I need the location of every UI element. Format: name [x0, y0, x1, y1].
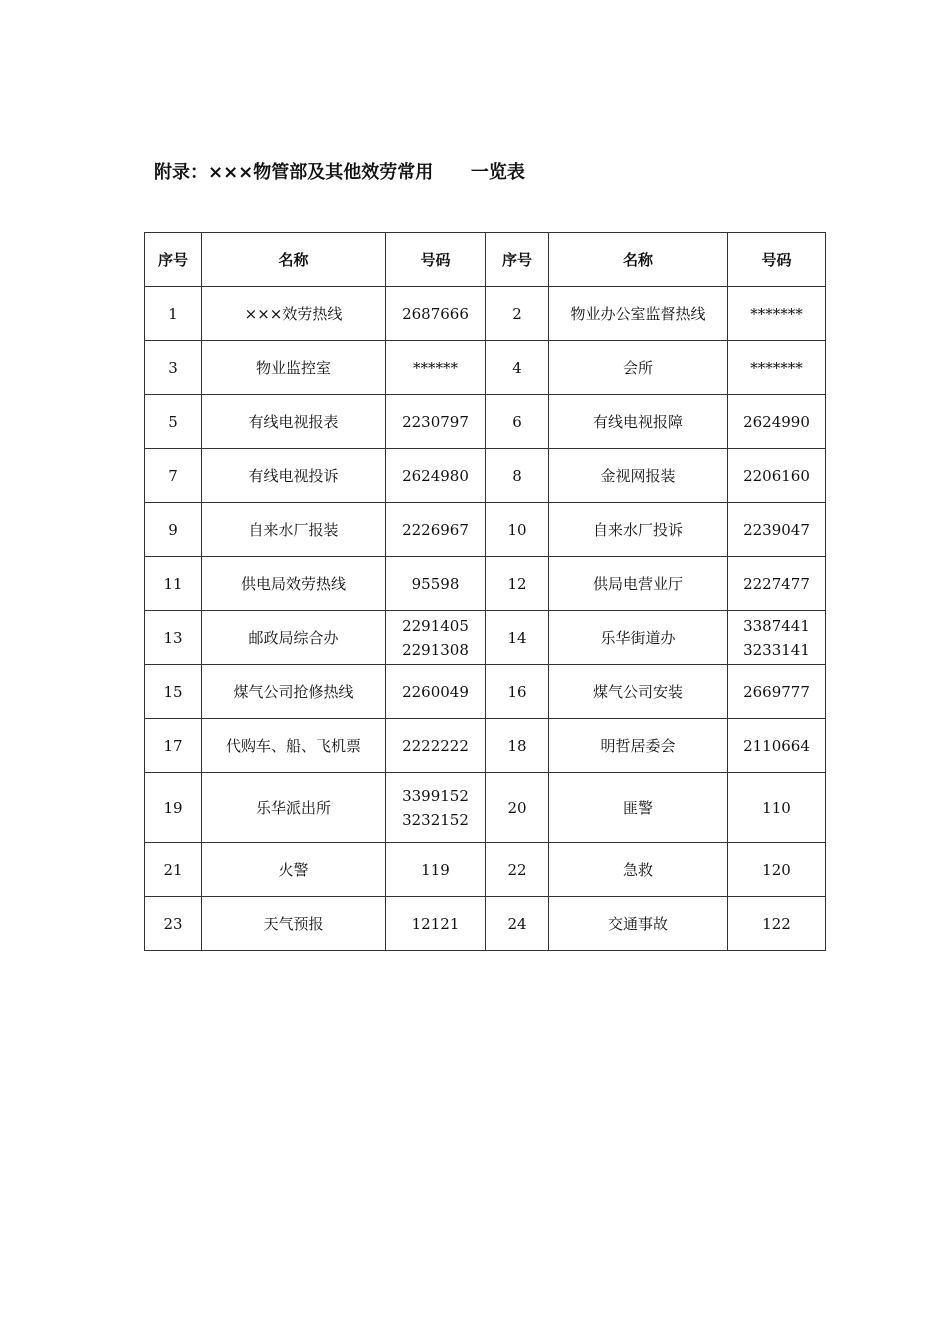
phone-cell-left [386, 287, 486, 341]
phone-cell-left [386, 719, 486, 773]
phone-number: 2291405 [402, 616, 469, 635]
header-row [145, 233, 826, 287]
phone-cell-right [728, 287, 826, 341]
service-name-right: 物业办公室监督热线 [549, 287, 728, 341]
row-number-left: 5 [145, 395, 202, 449]
phone-cell-left [386, 395, 486, 449]
table-row [145, 719, 826, 773]
phone-cell-right [728, 665, 826, 719]
phone-cell-left [386, 557, 486, 611]
service-name-left: 物业监控室 [202, 341, 386, 395]
service-name-left: ×××效劳热线 [202, 287, 386, 341]
table-row [145, 665, 826, 719]
service-name-right: 供局电营业厅 [549, 557, 728, 611]
header-name-left: 名称 [202, 233, 386, 287]
row-number-right: 6 [486, 395, 549, 449]
phone-cell-left [386, 449, 486, 503]
row-number-right: 14 [486, 611, 549, 665]
phone-number: 3233141 [743, 640, 810, 659]
row-number-left: 15 [145, 665, 202, 719]
service-name-right: 急救 [549, 843, 728, 897]
phone-number: 2687666 [402, 304, 469, 323]
phone-cell-left [386, 611, 486, 665]
header-phone-left: 号码 [386, 233, 486, 287]
phone-number: 2227477 [743, 574, 810, 593]
phone-cell-right [728, 897, 826, 951]
phone-number: 122 [762, 914, 791, 933]
row-number-left: 21 [145, 843, 202, 897]
table-row [145, 395, 826, 449]
header-phone-right: 号码 [728, 233, 826, 287]
phone-cell-right [728, 449, 826, 503]
phone-cell-left [386, 843, 486, 897]
phone-number: ******* [750, 358, 803, 377]
service-name-right: 乐华街道办 [549, 611, 728, 665]
row-number-left: 7 [145, 449, 202, 503]
phone-number: ****** [413, 358, 458, 377]
row-number-right: 10 [486, 503, 549, 557]
phone-cell-right [728, 719, 826, 773]
phone-cell-left [386, 665, 486, 719]
row-number-right: 8 [486, 449, 549, 503]
service-name-left: 火警 [202, 843, 386, 897]
phone-number: 2624990 [743, 412, 810, 431]
page-title: 附录：×××物管部及其他效劳常用 一览表 [154, 162, 525, 183]
row-number-left: 13 [145, 611, 202, 665]
service-name-left: 邮政局综合办 [202, 611, 386, 665]
phone-cell-right [728, 843, 826, 897]
phone-number: 119 [421, 860, 450, 879]
header-name-right: 名称 [549, 233, 728, 287]
phone-number: 2624980 [402, 466, 469, 485]
phone-number: 2230797 [402, 412, 469, 431]
phone-cell-right [728, 557, 826, 611]
phone-number: 2669777 [743, 682, 810, 701]
row-number-left: 3 [145, 341, 202, 395]
table-row [145, 557, 826, 611]
table-row [145, 287, 826, 341]
phone-number: 2260049 [402, 682, 469, 701]
row-number-right: 4 [486, 341, 549, 395]
service-name-left: 供电局效劳热线 [202, 557, 386, 611]
row-number-left: 1 [145, 287, 202, 341]
service-name-left: 有线电视投诉 [202, 449, 386, 503]
service-name-right: 煤气公司安装 [549, 665, 728, 719]
row-number-left: 9 [145, 503, 202, 557]
row-number-right: 20 [486, 773, 549, 843]
table-row [145, 503, 826, 557]
table-row [145, 449, 826, 503]
table-row [145, 341, 826, 395]
phone-number: 95598 [411, 574, 460, 593]
service-name-right: 金视网报装 [549, 449, 728, 503]
phone-directory-table [144, 232, 826, 951]
row-number-left: 23 [145, 897, 202, 951]
table-row [145, 611, 826, 665]
row-number-right: 24 [486, 897, 549, 951]
service-name-right: 匪警 [549, 773, 728, 843]
row-number-left: 17 [145, 719, 202, 773]
row-number-right: 16 [486, 665, 549, 719]
phone-cell-left [386, 341, 486, 395]
row-number-left: 11 [145, 557, 202, 611]
service-name-right: 自来水厂投诉 [549, 503, 728, 557]
service-name-left: 有线电视报表 [202, 395, 386, 449]
phone-number: 2239047 [743, 520, 810, 539]
header-no-left: 序号 [145, 233, 202, 287]
phone-cell-left [386, 773, 486, 843]
service-name-left: 煤气公司抢修热线 [202, 665, 386, 719]
service-name-right: 会所 [549, 341, 728, 395]
table-row [145, 897, 826, 951]
phone-cell-right [728, 503, 826, 557]
phone-number: 2110664 [743, 736, 810, 755]
header-no-right: 序号 [486, 233, 549, 287]
row-number-left: 19 [145, 773, 202, 843]
phone-cell-left [386, 503, 486, 557]
service-name-left: 自来水厂报装 [202, 503, 386, 557]
phone-number: ******* [750, 304, 803, 323]
row-number-right: 22 [486, 843, 549, 897]
phone-cell-right [728, 611, 826, 665]
service-name-right: 交通事故 [549, 897, 728, 951]
phone-number: 12121 [411, 914, 460, 933]
phone-number: 3232152 [402, 810, 469, 829]
service-name-left: 代购车、船、飞机票 [202, 719, 386, 773]
phone-number: 120 [762, 860, 791, 879]
table-body [145, 287, 826, 951]
table-row [145, 843, 826, 897]
phone-cell-left [386, 897, 486, 951]
phone-cell-right [728, 395, 826, 449]
row-number-right: 18 [486, 719, 549, 773]
phone-cell-right [728, 341, 826, 395]
service-name-left: 乐华派出所 [202, 773, 386, 843]
row-number-right: 2 [486, 287, 549, 341]
phone-number: 110 [762, 798, 791, 817]
table-row [145, 773, 826, 843]
phone-cell-right [728, 773, 826, 843]
phone-number: 3399152 [402, 786, 469, 805]
row-number-right: 12 [486, 557, 549, 611]
service-name-right: 有线电视报障 [549, 395, 728, 449]
service-name-right: 明哲居委会 [549, 719, 728, 773]
phone-number: 2291308 [402, 640, 469, 659]
phone-number: 2222222 [402, 736, 469, 755]
phone-number: 2206160 [743, 466, 810, 485]
phone-number: 2226967 [402, 520, 469, 539]
phone-number: 3387441 [743, 616, 810, 635]
service-name-left: 天气预报 [202, 897, 386, 951]
